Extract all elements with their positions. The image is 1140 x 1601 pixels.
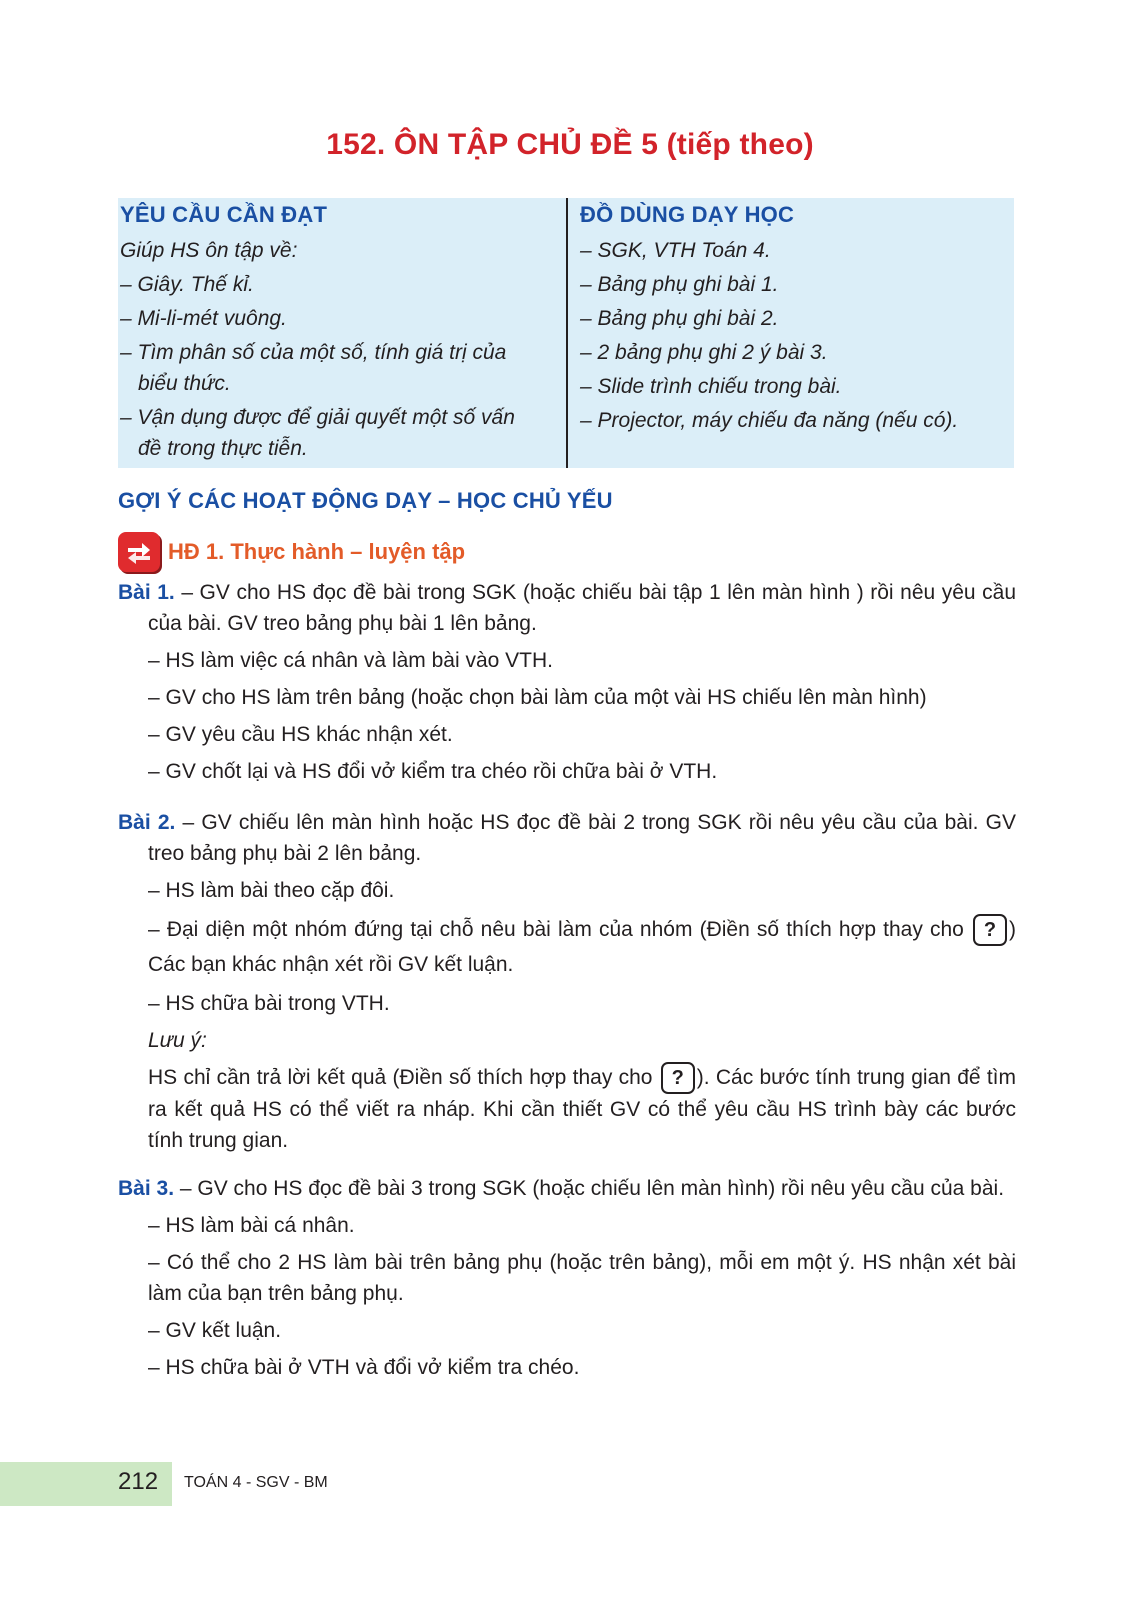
activity-header [118, 532, 465, 572]
exercise-1-step: – GV cho HS làm trên bảng (hoặc chọn bài làm của một vài HS chiếu lên màn hình) [148, 686, 927, 709]
material-item: – Projector, máy chiếu đa năng (nếu có). [580, 409, 959, 432]
exercise-1-text: – GV cho HS đọc đề bài trong SGK (hoặc chiếu bài tập 1 lên màn hình ) rồi nêu yêu cầu của bài. GV treo bảng phụ bài 1 lên bảng. [148, 581, 1017, 635]
exercise-2-step [118, 912, 1016, 982]
material-item: – 2 bảng phụ ghi 2 ý bài 3. [580, 341, 828, 364]
note-text-part: ). Các bước tính trung gian để tìm ra kết quả HS có thể viết ra nháp. Khi cần thiết GV có thể yêu cầu HS trình bày các bước tính trung gian. [148, 1066, 1017, 1153]
exercise-1-intro [118, 577, 1016, 639]
arrows-exchange-icon [118, 532, 160, 572]
materials-column [566, 198, 1014, 468]
requirement-item: – Mi-li-mét vuông. [120, 307, 287, 330]
exercise-2 [118, 807, 1016, 1156]
requirements-intro: Giúp HS ôn tập về: [120, 239, 298, 262]
exercise-2-text: – GV chiếu lên màn hình hoặc HS đọc đề bài 2 trong SGK rồi nêu yêu cầu của bài. GV treo bảng phụ bài 2 lên bảng. [148, 811, 1016, 865]
exercise-3-step: – Có thể cho 2 HS làm bài trên bảng phụ (hoặc trên bảng), mỗi em một ý. HS nhận xét bài làm của bạn trên bảng phụ. [148, 1251, 1016, 1305]
requirements-box [118, 198, 1014, 468]
requirements-heading: YÊU CẦU CẦN ĐẠT [120, 202, 328, 227]
material-item: – SGK, VTH Toán 4. [580, 239, 771, 262]
page-title: 152. ÔN TẬP CHỦ ĐỀ 5 (tiếp theo) [326, 128, 814, 161]
exercise-3-step: – HS làm bài cá nhân. [148, 1214, 355, 1237]
materials-heading: ĐỒ DÙNG DẠY HỌC [580, 202, 795, 227]
requirements-column [118, 198, 566, 468]
question-box: ? [661, 1062, 695, 1094]
exercise-3-label: Bài 3. [118, 1177, 175, 1200]
exercise-3-step: – HS chữa bài ở VTH và đổi vở kiểm tra chéo. [148, 1356, 580, 1379]
material-item: – Bảng phụ ghi bài 1. [580, 273, 779, 296]
exercise-2-label: Bài 2. [118, 811, 176, 834]
exercise-3-text: – GV cho HS đọc đề bài 3 trong SGK (hoặc chiếu lên màn hình) rồi nêu yêu cầu của bài. [174, 1177, 1005, 1200]
requirement-item: – Giây. Thế kỉ. [120, 273, 254, 296]
note-text-part: HS chỉ cần trả lời kết quả (Điền số thích hợp thay cho [148, 1066, 653, 1089]
note-label: Lưu ý: [148, 1029, 207, 1052]
exercise-1-step: – GV chốt lại và HS đổi vở kiểm tra chéo rồi chữa bài ở VTH. [148, 760, 718, 783]
activities-heading: GỢI Ý CÁC HOẠT ĐỘNG DẠY – HỌC CHỦ YẾU [118, 488, 613, 513]
exercise-3-intro [118, 1173, 1016, 1204]
activity-title: HĐ 1. Thực hành – luyện tập [168, 539, 466, 564]
exercise-2-step: – HS chữa bài trong VTH. [148, 992, 390, 1015]
exercise-2-step: – HS làm bài theo cặp đôi. [148, 879, 395, 902]
material-item: – Slide trình chiếu trong bài. [580, 375, 842, 398]
exercise-1-step: – HS làm việc cá nhân và làm bài vào VTH. [148, 649, 554, 672]
requirement-item: – Vận dụng được để giải quyết một số vấn đề trong thực tiễn. [120, 406, 515, 460]
material-item: – Bảng phụ ghi bài 2. [580, 307, 779, 330]
requirement-item: – Tìm phân số của một số, tính giá trị của biểu thức. [120, 341, 507, 395]
question-box: ? [973, 914, 1007, 946]
footer-book-title: TOÁN 4 - SGV - BM [184, 1474, 328, 1491]
exercise-1-label: Bài 1. [118, 581, 175, 604]
exercise-2-step-text: ) Các bạn khác nhận xét rồi GV kết luận. [148, 918, 1016, 976]
note-text [118, 1062, 1016, 1156]
exercise-3-step: – GV kết luận. [148, 1319, 282, 1342]
exercise-3 [118, 1173, 1016, 1383]
exercise-1 [118, 577, 1016, 787]
exercise-1-step: – GV yêu cầu HS khác nhận xét. [148, 723, 453, 746]
exercise-2-intro [118, 807, 1016, 869]
exercise-2-step-text: – Đại diện một nhóm đứng tại chỗ nêu bài làm của nhóm (Điền số thích hợp thay cho [148, 918, 964, 941]
page-number: 212 [118, 1468, 159, 1495]
